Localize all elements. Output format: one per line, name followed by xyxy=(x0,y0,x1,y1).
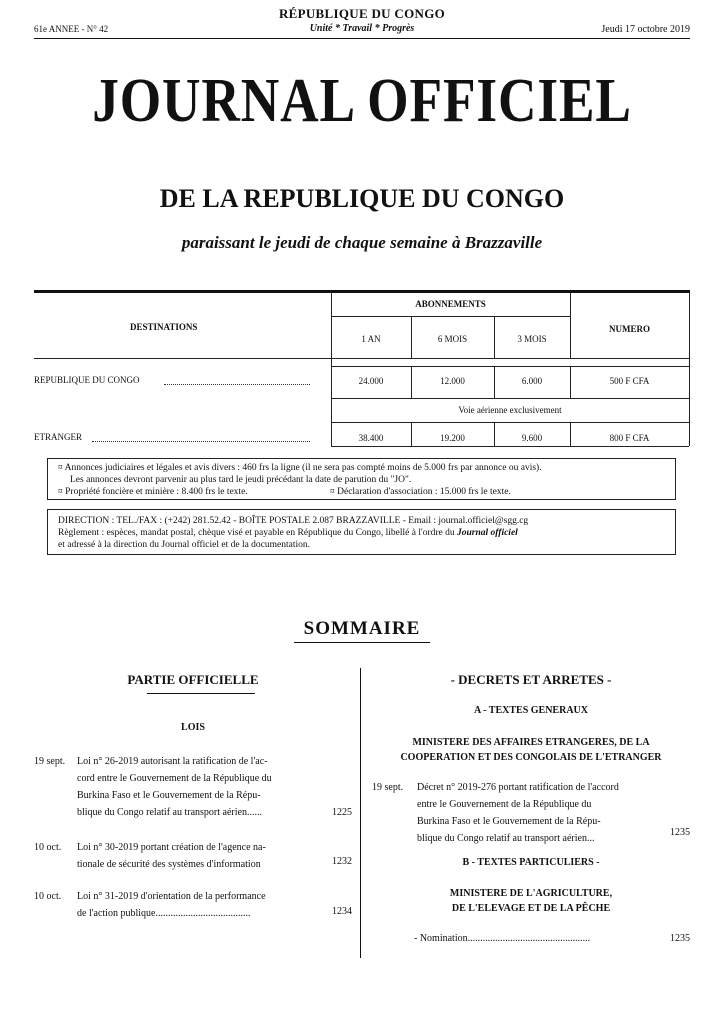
entry-page: 1234 xyxy=(332,906,352,917)
sommaire-rule xyxy=(294,642,430,643)
ministry-line: MINISTERE DE L'AGRICULTURE, xyxy=(449,888,613,899)
direction-line-2: Règlement : espèces, mandat postal, chèque visé et payable en République du Congo, libellé à l'ordre du xyxy=(58,528,458,538)
journal-subtitle: DE LA REPUBLIQUE DU CONGO xyxy=(159,184,565,213)
entry-page: 1232 xyxy=(332,856,352,867)
entry-line: entre le Gouvernement de la République du xyxy=(417,799,592,810)
row-congo-label: REPUBLIQUE DU CONGO xyxy=(34,375,140,385)
entry-date: 10 oct. xyxy=(34,842,62,853)
abonnements-header: ABONNEMENTS xyxy=(415,299,486,309)
col-6mois: 6 MOIS xyxy=(437,334,468,344)
direction-line-1: DIRECTION : TEL./FAX : (+242) 281.52.42 - BOÎTE POSTALE 2.087 BRAZZAVILLE - Email : journal.officiel@sgg.cg xyxy=(58,516,529,526)
table-top-rule xyxy=(34,290,690,293)
entry-line: Burkina Faso et le Gouvernement de la Répu- xyxy=(77,790,261,801)
issue-date: Jeudi 17 octobre 2019 xyxy=(601,24,690,35)
ministry-agriculture xyxy=(372,886,690,916)
voie-aerienne-note: Voie aérienne exclusivement xyxy=(458,405,562,415)
entry-line: Loi n° 30-2019 portant création de l'agence na- xyxy=(77,842,266,853)
entry-line: Décret n° 2019-276 portant ratification de l'accord xyxy=(417,782,619,793)
textes-generaux-section: A - TEXTES GENERAUX xyxy=(473,705,588,716)
entry-date: 10 oct. xyxy=(34,891,62,902)
sommaire-heading: SOMMAIRE xyxy=(303,618,421,639)
entry-line: - Nomination................................................. xyxy=(414,933,591,944)
notices-box xyxy=(47,458,676,500)
motto: Unité * Travail * Progrès xyxy=(309,23,415,34)
partie-officielle-rule xyxy=(147,693,255,694)
textes-particuliers-section: B - TEXTES PARTICULIERS - xyxy=(462,857,600,868)
country-name: RÉPUBLIQUE DU CONGO xyxy=(278,6,446,21)
row-congo-6mois: 12.000 xyxy=(440,376,465,386)
notice-line-3b: ¤ Déclaration d'association : 15.000 frs le texte. xyxy=(330,487,511,497)
col-1an: 1 AN xyxy=(361,334,381,344)
entry-page: 1235 xyxy=(670,933,690,944)
row-etranger-6mois: 19.200 xyxy=(440,433,465,443)
direction-line-3: et adressé à la direction du Journal officiel et de la documentation. xyxy=(58,540,311,550)
lois-section: LOIS xyxy=(181,722,205,733)
partie-officielle-heading: PARTIE OFFICIELLE xyxy=(127,672,259,687)
row-etranger-numero: 800 F CFA xyxy=(609,433,650,443)
entry-date: 19 sept. xyxy=(34,756,66,767)
row-etranger-1an: 38.400 xyxy=(358,433,384,443)
column-divider xyxy=(360,668,361,958)
entry-line: blique du Congo relatif au transport aérien... xyxy=(417,833,595,844)
row-congo-3mois: 6.000 xyxy=(521,376,543,386)
notice-line-1: ¤ Annonces judiciaires et légales et avis divers : 460 frs la ligne (il ne sera pas compté moins de 5.000 frs par annonce ou avis). xyxy=(58,463,542,473)
entry-line: Burkina Faso et le Gouvernement de la Répu- xyxy=(417,816,601,827)
ministry-line: COOPERATION ET DES CONGOLAIS DE L'ETRANGER xyxy=(400,752,662,763)
decrets-heading: - DECRETS ET ARRETES - xyxy=(450,672,612,687)
destinations-header: DESTINATIONS xyxy=(130,322,198,332)
journal-title: JOURNAL OFFICIEL xyxy=(92,67,632,135)
numero-header: NUMERO xyxy=(609,324,650,334)
row-etranger-label: ETRANGER xyxy=(34,432,82,442)
entry-line: blique du Congo relatif au transport aérien...... xyxy=(77,807,262,818)
notice-line-3a: ¤ Propriété foncière et minière : 8.400 frs le texte. xyxy=(58,487,248,497)
journal-officiel-label: Journal officiel xyxy=(457,528,518,538)
entry-line: Loi n° 26-2019 autorisant la ratification de l'ac- xyxy=(77,756,268,767)
row-etranger-3mois: 9.600 xyxy=(521,433,543,443)
entry-date: 19 sept. xyxy=(372,782,404,793)
row-congo-1an: 24.000 xyxy=(358,376,384,386)
entry-line: tionale de sécurité des systèmes d'information xyxy=(77,859,261,870)
entry-line: de l'action publique...................................... xyxy=(77,908,251,919)
entry-line: Loi n° 31-2019 d'orientation de la performance xyxy=(77,891,266,902)
header-rule xyxy=(34,38,690,39)
ministry-affaires-etrangeres xyxy=(372,735,690,765)
row-congo-numero: 500 F CFA xyxy=(609,376,650,386)
ministry-line: MINISTERE DES AFFAIRES ETRANGERES, DE LA xyxy=(412,737,650,748)
issue-number: 61e ANNEE - N° 42 xyxy=(34,24,109,34)
ministry-line: DE L'ELEVAGE ET DE LA PÊCHE xyxy=(451,903,611,914)
direction-box xyxy=(47,509,676,555)
entry-page: 1225 xyxy=(332,807,352,818)
entry-page: 1235 xyxy=(670,827,690,838)
journal-tagline: paraissant le jeudi de chaque semaine à Brazzaville xyxy=(181,233,543,252)
notice-line-2: Les annonces devront parvenir au plus tard le jeudi précédant la date de parution du "JO". xyxy=(70,475,412,485)
entry-line: cord entre le Gouvernement de la République du xyxy=(77,773,272,784)
col-3mois: 3 MOIS xyxy=(517,334,547,344)
